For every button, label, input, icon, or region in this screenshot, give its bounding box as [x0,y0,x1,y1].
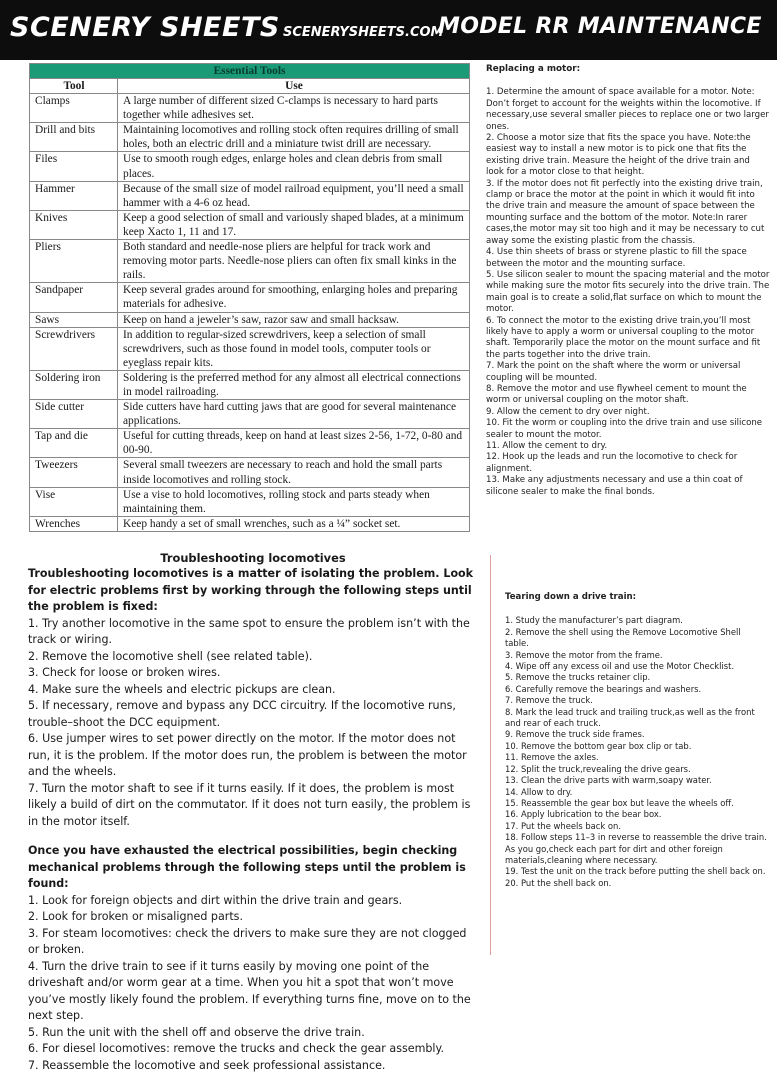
table-row [30,94,470,123]
tool-name-cell: Files [30,152,118,181]
table-row [30,516,470,531]
list-item: 11. Allow the cement to dry. [486,441,770,452]
tool-use-cell: Because of the small size of model railroad equipment, you’ll need a small hammer with a 4-6 oz head. [118,181,470,210]
list-item: 16. Apply lubrication to the bear box. [505,809,767,820]
table-row [30,181,470,210]
list-item: 9. Allow the cement to dry over night. [486,407,770,418]
table-caption: Essential Tools [30,64,470,79]
topic-title: MODEL RR MAINTENANCE [438,14,762,39]
tool-name-cell: Sandpaper [30,283,118,312]
essential-tools-table [29,63,470,532]
table-row [30,283,470,312]
tool-use-cell: Several small tweezers are necessary to reach and hold the small parts inside locomotives and rolling stock. [118,458,470,487]
list-item: 5. If necessary, remove and bypass any DCC circuitry. If the locomotive runs, trouble–shoot the DCC equipment. [28,698,478,731]
tool-name-cell: Tap and die [30,429,118,458]
tool-use-cell: Side cutters have hard cutting jaws that are good for several maintenance applications. [118,400,470,429]
table-row [30,429,470,458]
table-row [30,487,470,516]
list-item: 20. Put the shell back on. [505,878,767,889]
list-item: 10. Fit the worm or coupling into the drive train and use silicone sealer to mount the motor. [486,418,770,441]
tool-name-cell: Knives [30,210,118,239]
list-item: 3. If the motor does not fit perfectly into the existing drive train, clamp or brace the motor at the point in which it would fit into the drive train and measure the amount of space between the mounting surface and the bottom of the motor. Note:In rarer cases,the motor may sit too high and it may be necessary to cut away some the existing plastic from the chassis. [486,179,770,247]
troubleshooting-section [28,550,478,1074]
list-item: 2. Remove the locomotive shell (see related table). [28,649,478,666]
table-row [30,458,470,487]
tool-use-cell: Keep several grades around for smoothing, enlarging holes and preparing materials for adhesive. [118,283,470,312]
list-item: 1. Try another locomotive in the same spot to ensure the problem isn’t with the track or wiring. [28,616,478,649]
electrical-steps [28,616,478,831]
tool-name-cell: Wrenches [30,516,118,531]
list-item: 6. For diesel locomotives: remove the trucks and check the gear assembly. [28,1041,478,1058]
teardown-steps [505,615,767,889]
column-header-use: Use [118,79,470,94]
tool-name-cell: Saws [30,312,118,327]
tool-name-cell: Drill and bits [30,123,118,152]
list-item: 3. Check for loose or broken wires. [28,665,478,682]
table-row [30,210,470,239]
list-item: 12. Hook up the leads and run the locomotive to check for alignment. [486,452,770,475]
list-item: 6. To connect the motor to the existing drive train,you’ll most likely have to apply a worm or universal coupling to the motor shaft. Temporarily place the motor on the mount surface and fit the parts together into the drive train. [486,316,770,362]
teardown-section [505,592,767,889]
replacing-motor-section [486,64,770,498]
list-item: 3. Remove the motor from the frame. [505,650,767,661]
table-row [30,370,470,399]
list-item: 5. Remove the trucks retainer clip. [505,672,767,683]
list-item: 8. Remove the motor and use flywheel cement to mount the worm or universal coupling on the motor shaft. [486,384,770,407]
list-item: 6. Carefully remove the bearings and washers. [505,684,767,695]
list-item: 2. Look for broken or misaligned parts. [28,909,478,926]
teardown-title: Tearing down a drive train: [505,592,767,603]
list-item: 7. Mark the point on the shaft where the worm or universal coupling will be mounted. [486,361,770,384]
section-gap [28,830,478,843]
list-item: 7. Remove the truck. [505,695,767,706]
column-divider [490,555,491,955]
list-item: 19. Test the unit on the track before putting the shell back on. [505,866,767,877]
list-item: 1. Determine the amount of space available for a motor. Note: Don’t forget to account for the weights within the locomotive. If necessary,use several smaller pieces to replace one or two larger ones. [486,87,770,133]
list-item: 5. Use silicon sealer to mount the spacing material and the motor while making sure the motor fits securely into the drive train. The main goal is to create a solid,flat surface on which to mount the motor. [486,270,770,316]
tool-use-cell: Use to smooth rough edges, enlarge holes and clean debris from small places. [118,152,470,181]
tool-use-cell: Useful for cutting threads, keep on hand at least sizes 2-56, 1-72, 0-80 and 00-90. [118,429,470,458]
tool-use-cell: Keep a good selection of small and variously shaped blades, at a minimum keep Xacto 1, 11 and 17. [118,210,470,239]
replacing-motor-steps [486,87,770,498]
list-item: 2. Choose a motor size that fits the space you have. Note:the easiest way to install a new motor is to pick one that fits the existing drive train. Measure the height of the drive train and look for a motor close to that height. [486,133,770,179]
tool-use-cell: Keep on hand a jeweler’s saw, razor saw and small hacksaw. [118,312,470,327]
list-item: 6. Use jumper wires to set power directly on the motor. If the motor does not run, it is the problem. If the motor does run, the problem is between the motor and the wheels. [28,731,478,781]
list-item: 3. For steam locomotives: check the drivers to make sure they are not clogged or broken. [28,926,478,959]
list-item: 17. Put the wheels back on. [505,821,767,832]
troubleshooting-title: Troubleshooting locomotives [28,550,478,566]
list-item: 4. Use thin sheets of brass or styrene plastic to fill the space between the motor and the mounting surface. [486,247,770,270]
tool-use-cell: Use a vise to hold locomotives, rolling stock and parts steady when maintaining them. [118,487,470,516]
list-item: 1. Look for foreign objects and dirt within the drive train and gears. [28,893,478,910]
list-item: 14. Allow to dry. [505,787,767,798]
mechanical-lead: Once you have exhausted the electrical possibilities, begin checking mechanical problems through the following steps until the problem is found: [28,843,478,893]
site-url: SCENERYSHEETS.COM [283,25,443,40]
tool-name-cell: Hammer [30,181,118,210]
list-item: 4. Wipe off any excess oil and use the Motor Checklist. [505,661,767,672]
list-item: 4. Turn the drive train to see if it turns easily by moving one point of the driveshaft and/or worm gear at a time. When you hit a spot that won’t move you’ve mostly likely found the problem. If everything turns fine, move on to the next step. [28,959,478,1025]
list-item: 4. Make sure the wheels and electric pickups are clean. [28,682,478,699]
list-item: 10. Remove the bottom gear box clip or tab. [505,741,767,752]
tool-name-cell: Screwdrivers [30,327,118,370]
tool-name-cell: Pliers [30,240,118,283]
list-item: 7. Reassemble the locomotive and seek professional assistance. [28,1058,478,1074]
table-row [30,400,470,429]
list-item: 1. Study the manufacturer’s part diagram. [505,615,767,626]
tool-name-cell: Side cutter [30,400,118,429]
list-item: 18. Follow steps 11–3 in reverse to reassemble the drive train. As you go,check each part for dirt and other foreign materials,cleaning where necessary. [505,832,767,866]
table-row [30,123,470,152]
column-header-tool: Tool [30,79,118,94]
tool-name-cell: Soldering iron [30,370,118,399]
table-row [30,312,470,327]
list-item: 13. Make any adjustments necessary and use a thin coat of silicone sealer to make the final bonds. [486,475,770,498]
tools-table-body [30,94,470,532]
tool-use-cell: Keep handy a set of small wrenches, such as a ¼” socket set. [118,516,470,531]
tool-use-cell: In addition to regular-sized screwdrivers, keep a selection of small screwdrivers, such as those found in model tools, computer tools or eyeglass repair kits. [118,327,470,370]
tool-name-cell: Vise [30,487,118,516]
table-row [30,327,470,370]
list-item: 2. Remove the shell using the Remove Locomotive Shell table. [505,627,767,650]
list-item: 7. Turn the motor shaft to see if it turns easily. If it does, the problem is most likely a build of dirt on the commutator. If it does not turn easily, the problem is in the motor itself. [28,781,478,831]
mechanical-steps [28,893,478,1074]
list-item: 5. Run the unit with the shell off and observe the drive train. [28,1025,478,1042]
replacing-motor-title: Replacing a motor: [486,64,770,75]
list-item: 9. Remove the truck side frames. [505,729,767,740]
tool-use-cell: Both standard and needle-nose pliers are helpful for track work and removing motor parts. Needle-nose pliers can often fix small kinks in the rails. [118,240,470,283]
tool-use-cell: A large number of different sized C-clamps is necessary to hard parts together while adhesives set. [118,94,470,123]
list-item: 8. Mark the lead truck and trailing truck,as well as the front and rear of each truck. [505,707,767,730]
tool-use-cell: Soldering is the preferred method for any almost all electrical connections in model railroading. [118,370,470,399]
list-item: 11. Remove the axles. [505,752,767,763]
tool-use-cell: Maintaining locomotives and rolling stock often requires drilling of small holes, both an electric drill and a miniature twist drill are necessary. [118,123,470,152]
tool-name-cell: Tweezers [30,458,118,487]
list-item: 12. Split the truck,revealing the drive gears. [505,764,767,775]
header-banner [0,0,777,60]
list-item: 13. Clean the drive parts with warm,soapy water. [505,775,767,786]
list-item: 15. Reassemble the gear box but leave the wheels off. [505,798,767,809]
brand-title: SCENERY SHEETS [10,12,280,43]
electrical-lead: Troubleshooting locomotives is a matter of isolating the problem. Look for electric problems first by working through the following steps until the problem is fixed: [28,566,478,616]
tool-name-cell: Clamps [30,94,118,123]
table-row [30,240,470,283]
table-row [30,152,470,181]
